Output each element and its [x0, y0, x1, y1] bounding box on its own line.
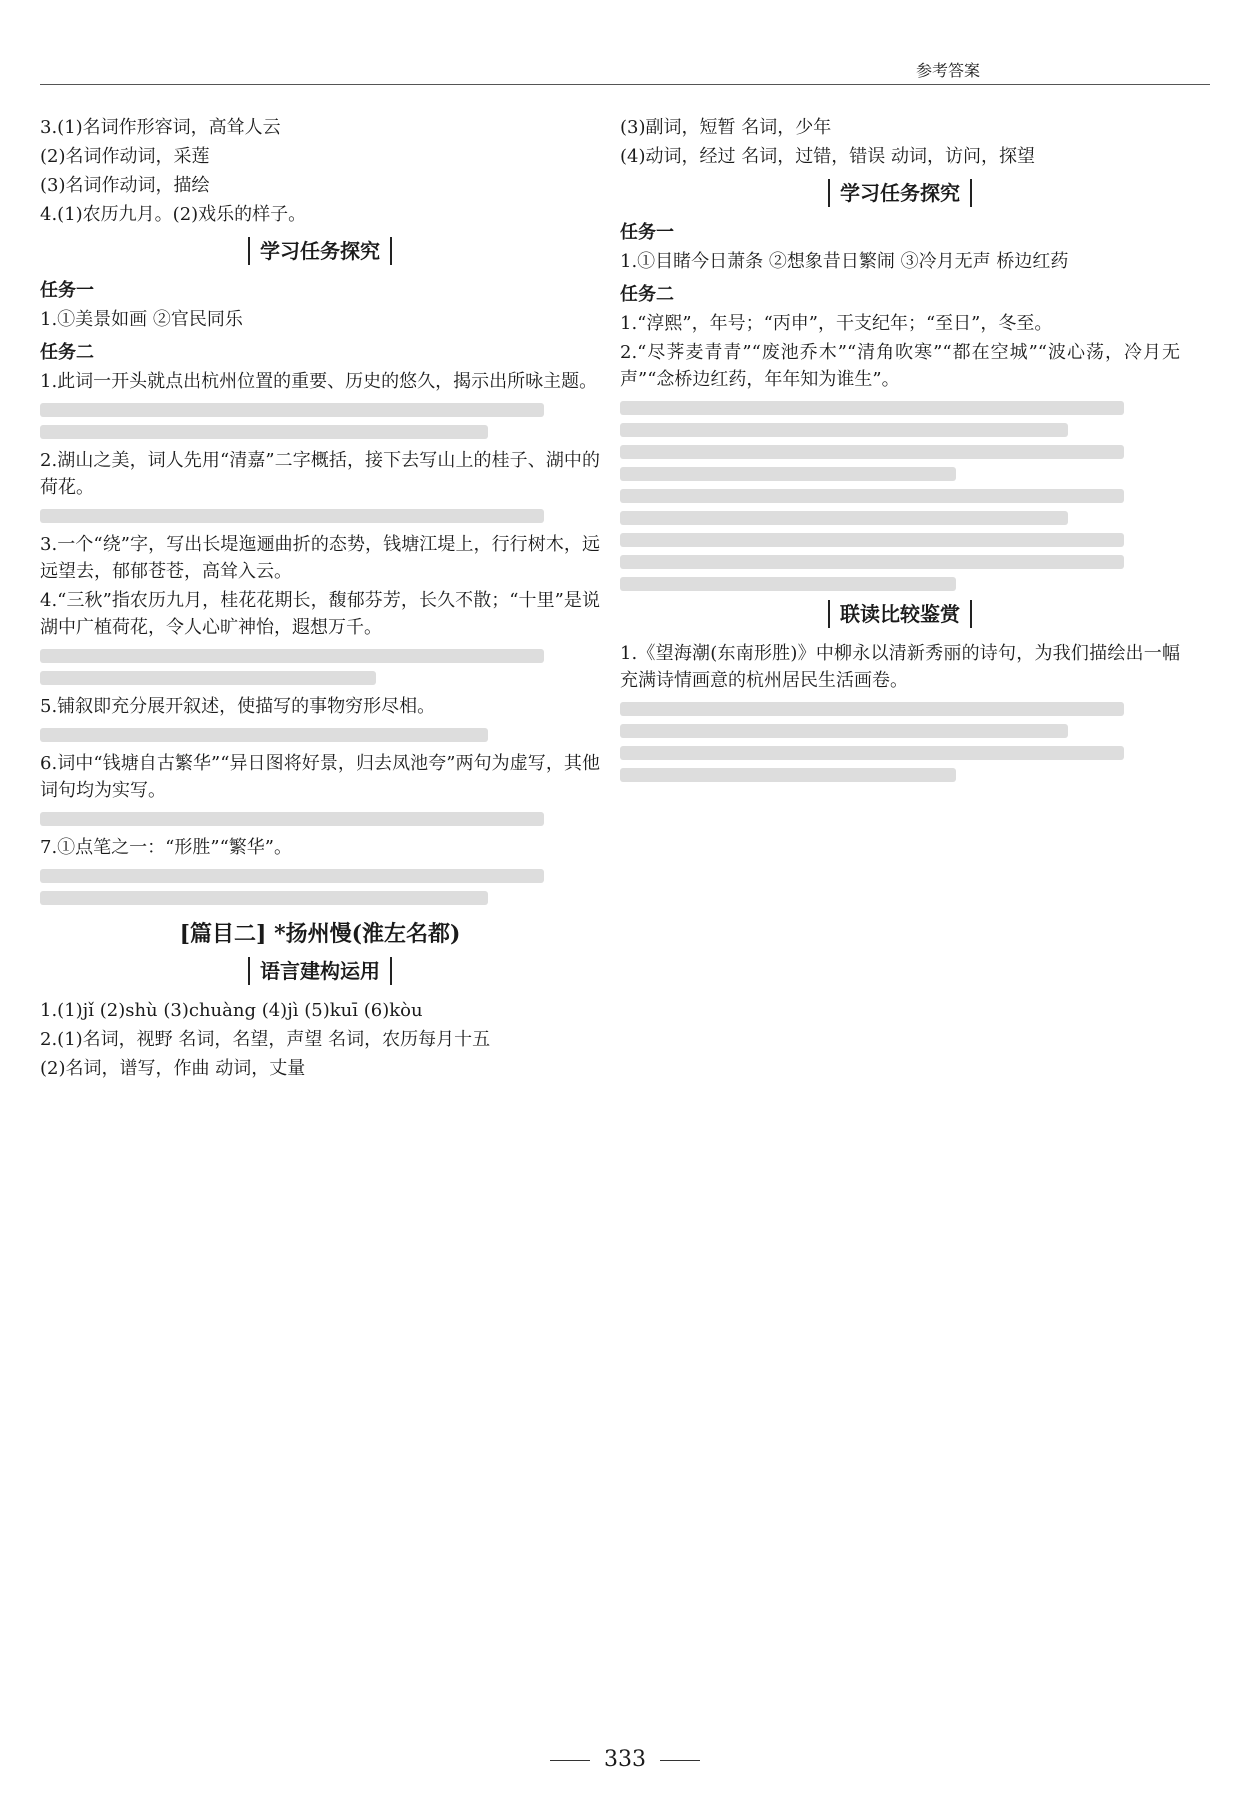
placeholder-line: [40, 671, 376, 685]
placeholder-line: [40, 728, 488, 742]
placeholder-line: [40, 869, 544, 883]
page-number-dash: [660, 1760, 700, 1761]
task-1-label: 任务一: [40, 280, 94, 301]
placeholder-line: [620, 555, 1124, 569]
section-title: 学习任务探究: [40, 238, 600, 265]
placeholder-line: [40, 509, 544, 523]
placeholder-line: [620, 768, 956, 782]
page-number-value: 333: [604, 1747, 646, 1772]
placeholder-line: [40, 425, 488, 439]
placeholder-line: [620, 746, 1124, 760]
task-2-label-right: 任务二: [620, 284, 674, 305]
placeholder-line: [620, 577, 956, 591]
task-2-answer-1: 1.“淳熙”，年号；“丙申”，干支纪年；“至日”，冬至。: [620, 313, 1053, 334]
task-1-answer: 1.①美景如画 ②官民同乐: [40, 309, 243, 330]
answer-3-2: (2)名词作动词，采莲: [40, 146, 210, 167]
placeholder-line: [620, 702, 1124, 716]
page-number: [0, 1747, 1250, 1772]
task-2-item-1: 1.此词一开头就点出杭州位置的重要、历史的悠久，揭示出所咏主题。: [40, 371, 598, 392]
page-header: 参考答案: [915, 61, 980, 80]
task-2-item-4: 4.“三秋”指农历九月，桂花花期长，馥郁芬芳，长久不散；“十里”是说湖中广植荷花，令人心旷神怡，遐想万千。: [40, 590, 600, 638]
placeholder-line: [620, 489, 1124, 503]
section-title-compare: 联读比较鉴赏: [620, 601, 1180, 628]
compare-answer-1: 1.《望海潮(东南形胜)》中柳永以清新秀丽的诗句，为我们描绘出一幅充满诗情画意的杭州居民生活画卷。: [620, 643, 1180, 691]
answer-top-1: (3)副词，短暂 名词，少年: [620, 117, 832, 138]
answer-3-1: 3.(1)名词作形容词，高耸人云: [40, 117, 281, 138]
task-2-label: 任务二: [40, 342, 94, 363]
placeholder-line: [620, 445, 1124, 459]
lang-answer-2: 2.(1)名词，视野 名词，名望，声望 名词，农历每月十五: [40, 1029, 491, 1050]
piece-two-title: [篇目二] *扬州慢(淮左名都): [179, 921, 461, 947]
task-2-item-3: 3.一个“绕”字，写出长堤迤逦曲折的态势，钱塘江堤上，行行树木，远远望去，郁郁苍苍，高耸入云。: [40, 534, 600, 582]
placeholder-line: [40, 403, 544, 417]
task-1-label-right: 任务一: [620, 222, 674, 243]
page-number-dash: [550, 1760, 590, 1761]
section-title-lang: 语言建构运用: [40, 958, 600, 985]
lang-answer-2b: (2)名词，谱写，作曲 动词，丈量: [40, 1058, 306, 1079]
placeholder-line: [620, 511, 1068, 525]
section-title-right: 学习任务探究: [620, 180, 1180, 207]
task-2-item-2: 2.湖山之美，词人先用“清嘉”二字概括，接下去写山上的桂子、湖中的荷花。: [40, 450, 600, 498]
lang-answer-1: 1.(1)jǐ (2)shù (3)chuàng (4)jì (5)kuī (6)kòu: [40, 1000, 423, 1021]
placeholder-line: [40, 649, 544, 663]
placeholder-line: [620, 467, 956, 481]
task-2-item-7: 7.①点笔之一：“形胜”“繁华”。: [40, 837, 292, 858]
left-column: [40, 112, 600, 1084]
placeholder-line: [620, 423, 1068, 437]
task-2-answer-2: 2.“尽荠麦青青”“废池乔木”“清角吹寒”“都在空城”“波心荡，冷月无声”“念桥边红药，年年知为谁生”。: [620, 342, 1180, 390]
placeholder-line: [620, 533, 1124, 547]
answer-3-3: (3)名词作动词，描绘: [40, 175, 210, 196]
placeholder-line: [620, 724, 1068, 738]
placeholder-line: [40, 891, 488, 905]
task-2-item-5: 5.铺叙即充分展开叙述，使描写的事物穷形尽相。: [40, 696, 436, 717]
task-2-item-6: 6.词中“钱塘自古繁华”“异日图将好景，归去凤池夸”两句为虚写，其他词句均为实写。: [40, 753, 600, 801]
header-rule: [40, 84, 1210, 85]
answer-top-2: (4)动词，经过 名词，过错，错误 动词，访问，探望: [620, 146, 1035, 167]
placeholder-line: [40, 812, 544, 826]
right-column: [620, 112, 1180, 790]
placeholder-line: [620, 401, 1124, 415]
answer-4: 4.(1)农历九月。(2)戏乐的样子。: [40, 204, 307, 225]
task-1-answer-right: 1.①目睹今日萧条 ②想象昔日繁闹 ③冷月无声 桥边红药: [620, 251, 1069, 272]
